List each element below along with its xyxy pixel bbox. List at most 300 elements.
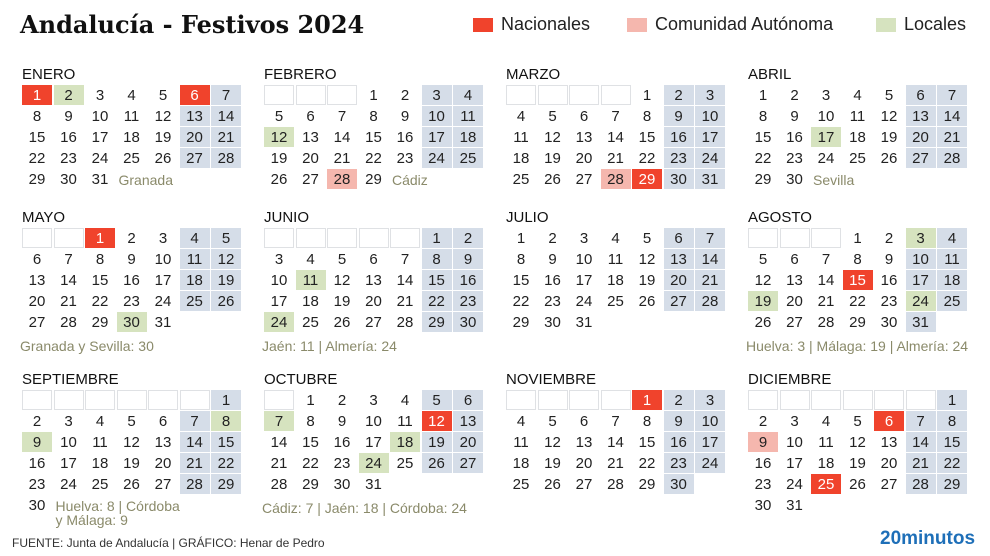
day-cell: 27 bbox=[302, 170, 319, 188]
empty-day-cell bbox=[180, 390, 210, 410]
empty-day-cell bbox=[601, 390, 631, 410]
day-cell: 7 bbox=[180, 411, 210, 431]
day-cell: 16 bbox=[786, 128, 803, 146]
day-cell: 13 bbox=[906, 106, 936, 126]
day-cell: 8 bbox=[422, 249, 452, 269]
day-cell: 20 bbox=[453, 432, 483, 452]
day-cell: 12 bbox=[754, 271, 772, 289]
day-cell: 4 bbox=[95, 412, 105, 430]
day-cell: 16 bbox=[754, 454, 772, 472]
empty-day-cell bbox=[117, 390, 147, 410]
day-cell: 1 bbox=[22, 85, 52, 105]
month-name: MARZO bbox=[506, 66, 561, 83]
day-cell: 22 bbox=[512, 292, 530, 310]
day-cell: 22 bbox=[638, 454, 656, 472]
day-cell: 28 bbox=[327, 169, 357, 189]
day-cell: 22 bbox=[28, 149, 46, 167]
day-cell: 2 bbox=[127, 229, 136, 247]
day-cell: 17 bbox=[695, 432, 725, 452]
day-cell: 9 bbox=[790, 107, 799, 125]
day-cell: 25 bbox=[512, 170, 530, 188]
day-cell: 11 bbox=[513, 433, 529, 451]
day-cell: 18 bbox=[302, 292, 319, 310]
day-cell: 7 bbox=[264, 411, 294, 431]
day-cell: 11 bbox=[849, 107, 866, 125]
day-cell: 7 bbox=[611, 107, 620, 125]
day-cell: 25 bbox=[91, 475, 109, 493]
day-cell: 13 bbox=[28, 271, 46, 289]
day-cell: 18 bbox=[180, 270, 210, 290]
day-cell: 25 bbox=[123, 149, 140, 167]
day-cell: 20 bbox=[880, 454, 898, 472]
day-cell: 22 bbox=[754, 149, 772, 167]
day-cell: 2 bbox=[400, 86, 410, 104]
day-cell: 5 bbox=[127, 412, 136, 430]
day-cell: 6 bbox=[664, 228, 694, 248]
empty-day-cell bbox=[811, 228, 841, 248]
day-cell: 20 bbox=[302, 149, 319, 167]
empty-day-cell bbox=[85, 390, 115, 410]
day-cell: 21 bbox=[817, 292, 835, 310]
day-cell: 29 bbox=[632, 169, 662, 189]
day-cell: 5 bbox=[158, 86, 168, 104]
day-cell: 15 bbox=[638, 433, 656, 451]
day-cell: 16 bbox=[544, 271, 561, 289]
day-cell: 18 bbox=[849, 128, 866, 146]
day-cell: 17 bbox=[365, 433, 382, 451]
empty-day-cell bbox=[327, 85, 357, 105]
day-cell: 30 bbox=[880, 313, 898, 331]
day-cell: 28 bbox=[937, 148, 967, 168]
empty-day-cell bbox=[54, 228, 84, 248]
day-cell: 23 bbox=[880, 292, 898, 310]
day-cell: 26 bbox=[154, 149, 172, 167]
empty-day-cell bbox=[359, 228, 389, 248]
day-cell: 5 bbox=[642, 229, 652, 247]
day-cell: 26 bbox=[849, 475, 866, 493]
day-cell: 25 bbox=[849, 149, 866, 167]
day-cell: 17 bbox=[575, 271, 593, 289]
brand-logo: 20minutos bbox=[880, 528, 976, 549]
month-name: NOVIEMBRE bbox=[506, 371, 597, 388]
day-cell: 19 bbox=[544, 149, 561, 167]
day-cell: 27 bbox=[28, 313, 46, 331]
empty-day-cell bbox=[906, 390, 936, 410]
day-cell: 11 bbox=[937, 249, 967, 269]
day-cell: 31 bbox=[695, 169, 725, 189]
day-cell: 24 bbox=[359, 453, 389, 473]
day-cell: 1 bbox=[642, 86, 652, 104]
empty-day-cell bbox=[843, 390, 873, 410]
day-cell: 26 bbox=[270, 170, 288, 188]
day-cell: 24 bbox=[91, 149, 109, 167]
empty-day-cell bbox=[390, 228, 420, 248]
page-title: Andalucía - Festivos 2024 bbox=[20, 10, 365, 39]
day-cell: 18 bbox=[390, 432, 420, 452]
empty-day-cell bbox=[569, 85, 599, 105]
day-cell: 16 bbox=[333, 433, 351, 451]
day-cell: 13 bbox=[786, 271, 803, 289]
day-cell: 19 bbox=[270, 149, 288, 167]
day-cell: 7 bbox=[64, 250, 73, 268]
empty-day-cell bbox=[264, 390, 294, 410]
day-cell: 26 bbox=[880, 149, 898, 167]
day-cell: 25 bbox=[811, 474, 841, 494]
day-cell: 21 bbox=[937, 127, 967, 147]
day-cell: 3 bbox=[821, 86, 831, 104]
day-cell: 3 bbox=[695, 85, 725, 105]
month-name: ABRIL bbox=[748, 66, 792, 83]
day-cell: 5 bbox=[211, 228, 241, 248]
empty-day-cell bbox=[327, 228, 357, 248]
day-cell: 18 bbox=[91, 454, 109, 472]
day-cell: 14 bbox=[607, 128, 624, 146]
day-cell: 24 bbox=[575, 292, 593, 310]
day-cell: 20 bbox=[575, 149, 593, 167]
day-cell: 14 bbox=[607, 433, 624, 451]
day-cell: 13 bbox=[180, 106, 210, 126]
day-cell: 10 bbox=[270, 271, 288, 289]
month-name: JUNIO bbox=[264, 209, 309, 226]
day-cell: 4 bbox=[821, 412, 831, 430]
day-cell: 18 bbox=[453, 127, 483, 147]
day-cell: 14 bbox=[211, 106, 241, 126]
day-cell: 13 bbox=[664, 249, 694, 269]
day-cell: 29 bbox=[422, 312, 452, 332]
month-name: FEBRERO bbox=[264, 66, 337, 83]
day-cell: 23 bbox=[664, 453, 694, 473]
day-cell: 17 bbox=[906, 270, 936, 290]
day-cell: 5 bbox=[548, 107, 557, 125]
day-cell: 18 bbox=[817, 454, 835, 472]
day-cell: 14 bbox=[695, 249, 725, 269]
day-cell: 23 bbox=[123, 292, 140, 310]
day-cell: 1 bbox=[853, 229, 862, 247]
day-cell: 28 bbox=[270, 475, 288, 493]
day-cell: 12 bbox=[123, 433, 140, 451]
day-cell: 3 bbox=[906, 228, 936, 248]
day-cell: 3 bbox=[422, 85, 452, 105]
day-cell: 9 bbox=[337, 412, 347, 430]
day-cell: 24 bbox=[786, 475, 803, 493]
legend-label-locales: Locales bbox=[904, 14, 967, 34]
locales-note: Jaén: 11 | Almería: 24 bbox=[262, 338, 397, 354]
day-cell: 13 bbox=[154, 433, 172, 451]
day-cell: 29 bbox=[937, 474, 967, 494]
locales-note: Granada y Sevilla: 30 bbox=[20, 338, 154, 354]
day-cell: 10 bbox=[422, 106, 452, 126]
day-cell: 4 bbox=[516, 107, 526, 125]
empty-day-cell bbox=[54, 390, 84, 410]
day-cell: 31 bbox=[365, 475, 382, 493]
day-cell: 15 bbox=[843, 270, 873, 290]
day-cell: 5 bbox=[337, 250, 347, 268]
day-cell: 22 bbox=[937, 453, 967, 473]
day-cell: 13 bbox=[302, 128, 319, 146]
day-cell: 4 bbox=[400, 391, 410, 409]
day-cell: 23 bbox=[754, 475, 772, 493]
empty-day-cell bbox=[811, 390, 841, 410]
day-cell: 7 bbox=[937, 85, 967, 105]
day-cell: 7 bbox=[906, 411, 936, 431]
day-cell: 31 bbox=[91, 170, 109, 188]
day-cell: 18 bbox=[937, 270, 967, 290]
day-cell: 8 bbox=[369, 107, 378, 125]
day-cell: 29 bbox=[365, 170, 382, 188]
day-cell: 28 bbox=[817, 313, 835, 331]
day-cell: 18 bbox=[123, 128, 140, 146]
day-cell: 17 bbox=[154, 271, 172, 289]
locales-note: Huelva: 3 | Málaga: 19 | Almería: 24 bbox=[746, 338, 969, 354]
day-cell: 21 bbox=[396, 292, 414, 310]
day-cell: 18 bbox=[512, 149, 530, 167]
day-cell: 2 bbox=[790, 86, 799, 104]
day-cell: 28 bbox=[211, 148, 241, 168]
day-cell: 26 bbox=[544, 170, 561, 188]
day-cell: 14 bbox=[396, 271, 414, 289]
day-cell: 20 bbox=[154, 454, 172, 472]
legend-item-comunidad bbox=[627, 14, 833, 35]
day-cell: 12 bbox=[880, 107, 898, 125]
day-cell: 10 bbox=[695, 106, 725, 126]
day-cell: 1 bbox=[516, 229, 526, 247]
day-cell: 6 bbox=[369, 250, 378, 268]
day-cell: 6 bbox=[32, 250, 42, 268]
day-cell: 10 bbox=[786, 433, 803, 451]
day-cell: 3 bbox=[369, 391, 378, 409]
day-cell: 3 bbox=[158, 229, 168, 247]
day-cell: 19 bbox=[333, 292, 351, 310]
day-cell: 8 bbox=[306, 412, 315, 430]
day-cell: 26 bbox=[422, 453, 452, 473]
day-cell: 10 bbox=[817, 107, 835, 125]
day-cell: 2 bbox=[664, 390, 694, 410]
day-cell: 21 bbox=[607, 149, 624, 167]
day-cell: 5 bbox=[884, 86, 894, 104]
day-cell: 29 bbox=[28, 170, 46, 188]
day-cell: 15 bbox=[422, 270, 452, 290]
day-cell: 3 bbox=[695, 390, 725, 410]
day-cell: 20 bbox=[28, 292, 46, 310]
empty-day-cell bbox=[506, 390, 536, 410]
day-cell: 12 bbox=[154, 107, 172, 125]
legend-swatch-comunidad bbox=[627, 18, 647, 32]
empty-day-cell bbox=[264, 85, 294, 105]
empty-day-cell bbox=[748, 390, 778, 410]
day-cell: 10 bbox=[365, 412, 382, 430]
day-cell: 7 bbox=[695, 228, 725, 248]
empty-day-cell bbox=[22, 228, 52, 248]
day-cell: 12 bbox=[422, 411, 452, 431]
day-cell: 2 bbox=[758, 412, 768, 430]
day-cell: 31 bbox=[786, 496, 803, 514]
day-cell: 30 bbox=[754, 496, 772, 514]
day-cell: 26 bbox=[638, 292, 656, 310]
day-cell: 29 bbox=[302, 475, 319, 493]
day-cell: 19 bbox=[422, 432, 452, 452]
day-cell: 22 bbox=[211, 453, 241, 473]
day-cell: 5 bbox=[853, 412, 862, 430]
day-cell: 14 bbox=[60, 271, 77, 289]
day-cell: 8 bbox=[211, 411, 241, 431]
day-cell: 27 bbox=[906, 148, 936, 168]
day-cell: 16 bbox=[664, 432, 694, 452]
day-cell: 17 bbox=[270, 292, 288, 310]
day-cell: 22 bbox=[849, 292, 866, 310]
day-cell: 1 bbox=[632, 390, 662, 410]
day-cell: 1 bbox=[85, 228, 115, 248]
day-cell: 11 bbox=[296, 270, 326, 290]
day-cell: 20 bbox=[365, 292, 382, 310]
day-cell: 24 bbox=[695, 148, 725, 168]
day-cell: 6 bbox=[180, 85, 210, 105]
day-cell: 6 bbox=[906, 85, 936, 105]
day-cell: 3 bbox=[95, 86, 105, 104]
day-cell: 29 bbox=[211, 474, 241, 494]
legend-item-nacionales bbox=[473, 14, 590, 35]
month-name: OCTUBRE bbox=[264, 371, 338, 388]
day-cell: 16 bbox=[28, 454, 46, 472]
day-cell: 4 bbox=[853, 86, 862, 104]
day-cell: 2 bbox=[664, 85, 694, 105]
day-cell: 15 bbox=[28, 128, 46, 146]
day-cell: 27 bbox=[786, 313, 803, 331]
day-cell: 1 bbox=[211, 390, 241, 410]
day-cell: 21 bbox=[695, 270, 725, 290]
day-cell: 28 bbox=[396, 313, 414, 331]
day-cell: 8 bbox=[95, 250, 105, 268]
empty-day-cell bbox=[780, 390, 810, 410]
day-cell: 4 bbox=[937, 228, 967, 248]
day-cell: 13 bbox=[575, 433, 593, 451]
day-cell: 10 bbox=[60, 433, 77, 451]
day-cell: 15 bbox=[365, 128, 382, 146]
day-cell: 8 bbox=[758, 107, 768, 125]
day-cell: 10 bbox=[91, 107, 109, 125]
day-cell: 21 bbox=[180, 453, 210, 473]
day-cell: 21 bbox=[270, 454, 288, 472]
day-cell: 2 bbox=[54, 85, 84, 105]
day-cell: 15 bbox=[302, 433, 319, 451]
day-cell: 10 bbox=[154, 250, 172, 268]
day-cell: 4 bbox=[611, 229, 620, 247]
day-cell: 19 bbox=[123, 454, 140, 472]
day-cell: 21 bbox=[211, 127, 241, 147]
day-cell: 19 bbox=[880, 128, 898, 146]
day-cell: 3 bbox=[64, 412, 73, 430]
empty-day-cell bbox=[601, 85, 631, 105]
day-cell: 6 bbox=[306, 107, 315, 125]
empty-day-cell bbox=[874, 390, 904, 410]
day-cell: 25 bbox=[396, 454, 414, 472]
day-cell: 29 bbox=[91, 313, 109, 331]
day-cell: 26 bbox=[333, 313, 351, 331]
empty-day-cell bbox=[506, 85, 536, 105]
day-cell: 9 bbox=[127, 250, 136, 268]
day-cell: 16 bbox=[664, 127, 694, 147]
day-cell: 14 bbox=[937, 106, 967, 126]
day-cell: 29 bbox=[638, 475, 656, 493]
day-cell: 28 bbox=[60, 313, 77, 331]
day-cell: 24 bbox=[154, 292, 172, 310]
day-cell: 19 bbox=[154, 128, 172, 146]
locales-note: Cádiz bbox=[392, 172, 428, 188]
day-cell: 10 bbox=[695, 411, 725, 431]
day-cell: 16 bbox=[396, 128, 414, 146]
day-cell: 27 bbox=[365, 313, 382, 331]
month-name: JULIO bbox=[506, 209, 549, 226]
day-cell: 8 bbox=[32, 107, 42, 125]
day-cell: 9 bbox=[664, 411, 694, 431]
day-cell: 30 bbox=[453, 312, 483, 332]
day-cell: 20 bbox=[180, 127, 210, 147]
day-cell: 11 bbox=[818, 433, 834, 451]
day-cell: 3 bbox=[579, 229, 589, 247]
day-cell: 25 bbox=[512, 475, 530, 493]
empty-day-cell bbox=[538, 390, 568, 410]
day-cell: 19 bbox=[748, 291, 778, 311]
day-cell: 20 bbox=[664, 270, 694, 290]
legend-swatch-nacionales bbox=[473, 18, 493, 32]
day-cell: 2 bbox=[884, 229, 894, 247]
day-cell: 19 bbox=[544, 454, 561, 472]
day-cell: 9 bbox=[664, 106, 694, 126]
empty-day-cell bbox=[780, 228, 810, 248]
day-cell: 30 bbox=[60, 170, 77, 188]
day-cell: 7 bbox=[400, 250, 410, 268]
day-cell: 8 bbox=[937, 411, 967, 431]
day-cell: 12 bbox=[333, 271, 351, 289]
day-cell: 1 bbox=[422, 228, 452, 248]
day-cell: 30 bbox=[664, 474, 694, 494]
day-cell: 23 bbox=[664, 148, 694, 168]
day-cell: 28 bbox=[180, 474, 210, 494]
day-cell: 3 bbox=[790, 412, 799, 430]
day-cell: 4 bbox=[516, 412, 526, 430]
empty-day-cell bbox=[148, 390, 178, 410]
empty-day-cell bbox=[748, 228, 778, 248]
day-cell: 28 bbox=[601, 169, 631, 189]
day-cell: 1 bbox=[937, 390, 967, 410]
day-cell: 20 bbox=[575, 454, 593, 472]
day-cell: 21 bbox=[60, 292, 77, 310]
day-cell: 15 bbox=[211, 432, 241, 452]
day-cell: 29 bbox=[754, 170, 772, 188]
day-cell: 4 bbox=[453, 85, 483, 105]
day-cell: 24 bbox=[695, 453, 725, 473]
day-cell: 2 bbox=[548, 229, 557, 247]
day-cell: 21 bbox=[333, 149, 351, 167]
empty-day-cell bbox=[296, 85, 326, 105]
day-cell: 3 bbox=[274, 250, 284, 268]
day-cell: 24 bbox=[264, 312, 294, 332]
locales-note: Granada bbox=[118, 172, 173, 188]
empty-day-cell bbox=[296, 228, 326, 248]
day-cell: 29 bbox=[849, 313, 866, 331]
day-cell: 2 bbox=[337, 391, 347, 409]
day-cell: 6 bbox=[579, 107, 589, 125]
day-cell: 12 bbox=[544, 433, 561, 451]
day-cell: 19 bbox=[849, 454, 866, 472]
day-cell: 14 bbox=[333, 128, 351, 146]
day-cell: 6 bbox=[453, 390, 483, 410]
day-cell: 14 bbox=[906, 432, 936, 452]
day-cell: 8 bbox=[642, 412, 652, 430]
day-cell: 23 bbox=[453, 291, 483, 311]
day-cell: 28 bbox=[607, 475, 624, 493]
day-cell: 22 bbox=[422, 291, 452, 311]
day-cell: 8 bbox=[642, 107, 652, 125]
